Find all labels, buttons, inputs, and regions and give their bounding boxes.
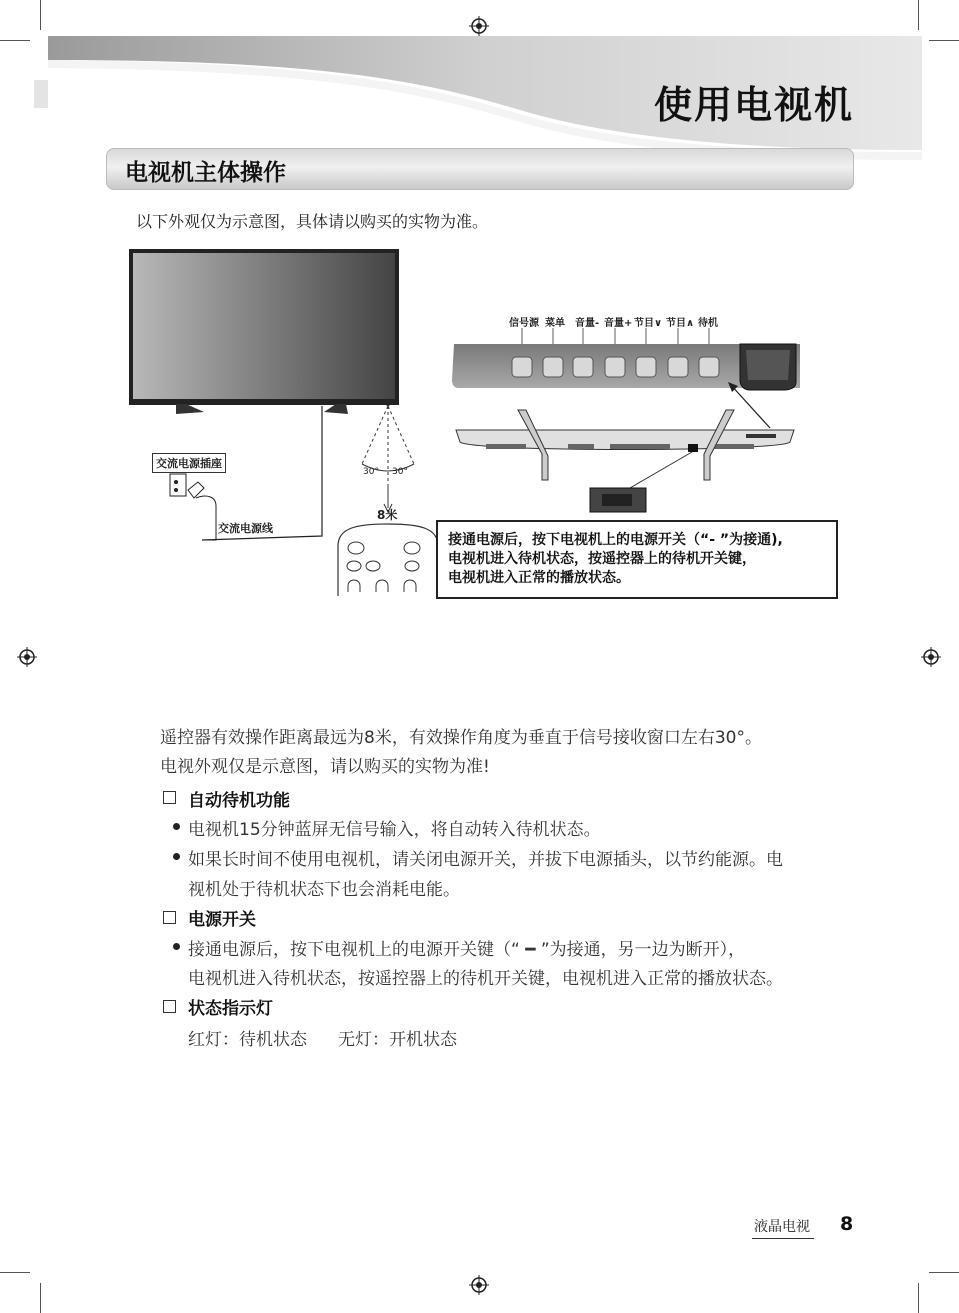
bullet-icon: [173, 853, 180, 860]
registration-mark-icon: [469, 1275, 489, 1295]
button-label-source: 信号源: [509, 318, 539, 329]
note-line: 接通电源后，按下电视机上的电源开关（“- ”为接通),: [448, 532, 783, 548]
list-item: 电视机进入待机状态，按遥控器上的待机开关键，电视机进入正常的播放状态。: [188, 969, 783, 989]
button-label-volume-down: 音量-: [575, 318, 600, 329]
status-none-text: 无灯：开机状态: [338, 1030, 457, 1050]
button-label-channel-up: 节目∧: [666, 318, 695, 329]
button-label-channel-down: 节目∨: [634, 318, 663, 329]
section-title: 电视机主体操作: [125, 160, 286, 186]
note-line: 电视机进入正常的播放状态。: [448, 570, 630, 586]
bullet-icon: [173, 943, 180, 950]
angle-right-label: 30°: [392, 467, 408, 477]
distance-label: 8米: [377, 508, 398, 522]
footer-label: 液晶电视: [754, 1219, 810, 1235]
power-cord-label: 交流电源线: [218, 522, 273, 535]
auto-standby-heading: 自动待机功能: [188, 791, 290, 811]
crop-mark: [0, 40, 30, 41]
button-label-menu: 菜单: [545, 318, 565, 329]
button-label-volume-up: 音量+: [604, 318, 633, 329]
crop-mark: [929, 40, 959, 41]
status-red-text: 红灯：待机状态: [188, 1030, 307, 1050]
crop-mark: [0, 1272, 30, 1273]
footer-underline: [752, 1238, 814, 1239]
crop-mark: [40, 0, 41, 30]
appearance-note-text: 电视外观仅是示意图，请以购买的实物为准!: [160, 757, 490, 777]
power-socket-label: 交流电源插座: [152, 453, 226, 473]
crop-mark: [40, 1283, 41, 1313]
tv-front-illustration: [126, 246, 446, 596]
angle-left-label: 30°: [363, 467, 379, 477]
checkbox-bullet-icon: [163, 791, 176, 804]
page-number: 8: [840, 1213, 854, 1235]
power-note-box: [436, 520, 838, 599]
section-header: [106, 148, 854, 190]
button-label-standby: 待机: [698, 318, 718, 329]
remote-range-text: 遥控器有效操作距离最远为8米，有效操作角度为垂直于信号接收窗口左右30°。: [160, 728, 762, 748]
tv-bottom-panel-illustration: [450, 326, 810, 516]
list-item: 电视机15分钟蓝屏无信号输入，将自动转入待机状态。: [188, 820, 601, 840]
registration-mark-icon: [921, 647, 941, 667]
list-item: 视机处于待机状态下也会消耗电能。: [188, 880, 460, 900]
registration-mark-icon: [17, 647, 37, 667]
checkbox-bullet-icon: [163, 911, 176, 924]
power-switch-heading: 电源开关: [188, 910, 256, 930]
note-line: 电视机进入待机状态，按遥控器上的待机开关键，: [448, 551, 756, 567]
crop-mark: [918, 1283, 919, 1313]
list-item: 如果长时间不使用电视机，请关闭电源开关，并拔下电源插头，以节约能源。电: [188, 850, 783, 870]
status-light-heading: 状态指示灯: [188, 999, 273, 1019]
list-item: 接通电源后，按下电视机上的电源开关键（“ ━ ”为接通，另一边为断开），: [188, 940, 746, 960]
registration-mark-icon: [469, 16, 489, 36]
crop-mark: [918, 0, 919, 30]
checkbox-bullet-icon: [163, 1000, 176, 1013]
crop-mark: [929, 1272, 959, 1273]
bullet-icon: [173, 823, 180, 830]
chapter-title: 使用电视机: [653, 83, 854, 127]
intro-text: 以下外观仅为示意图，具体请以购买的实物为准。: [136, 212, 489, 231]
